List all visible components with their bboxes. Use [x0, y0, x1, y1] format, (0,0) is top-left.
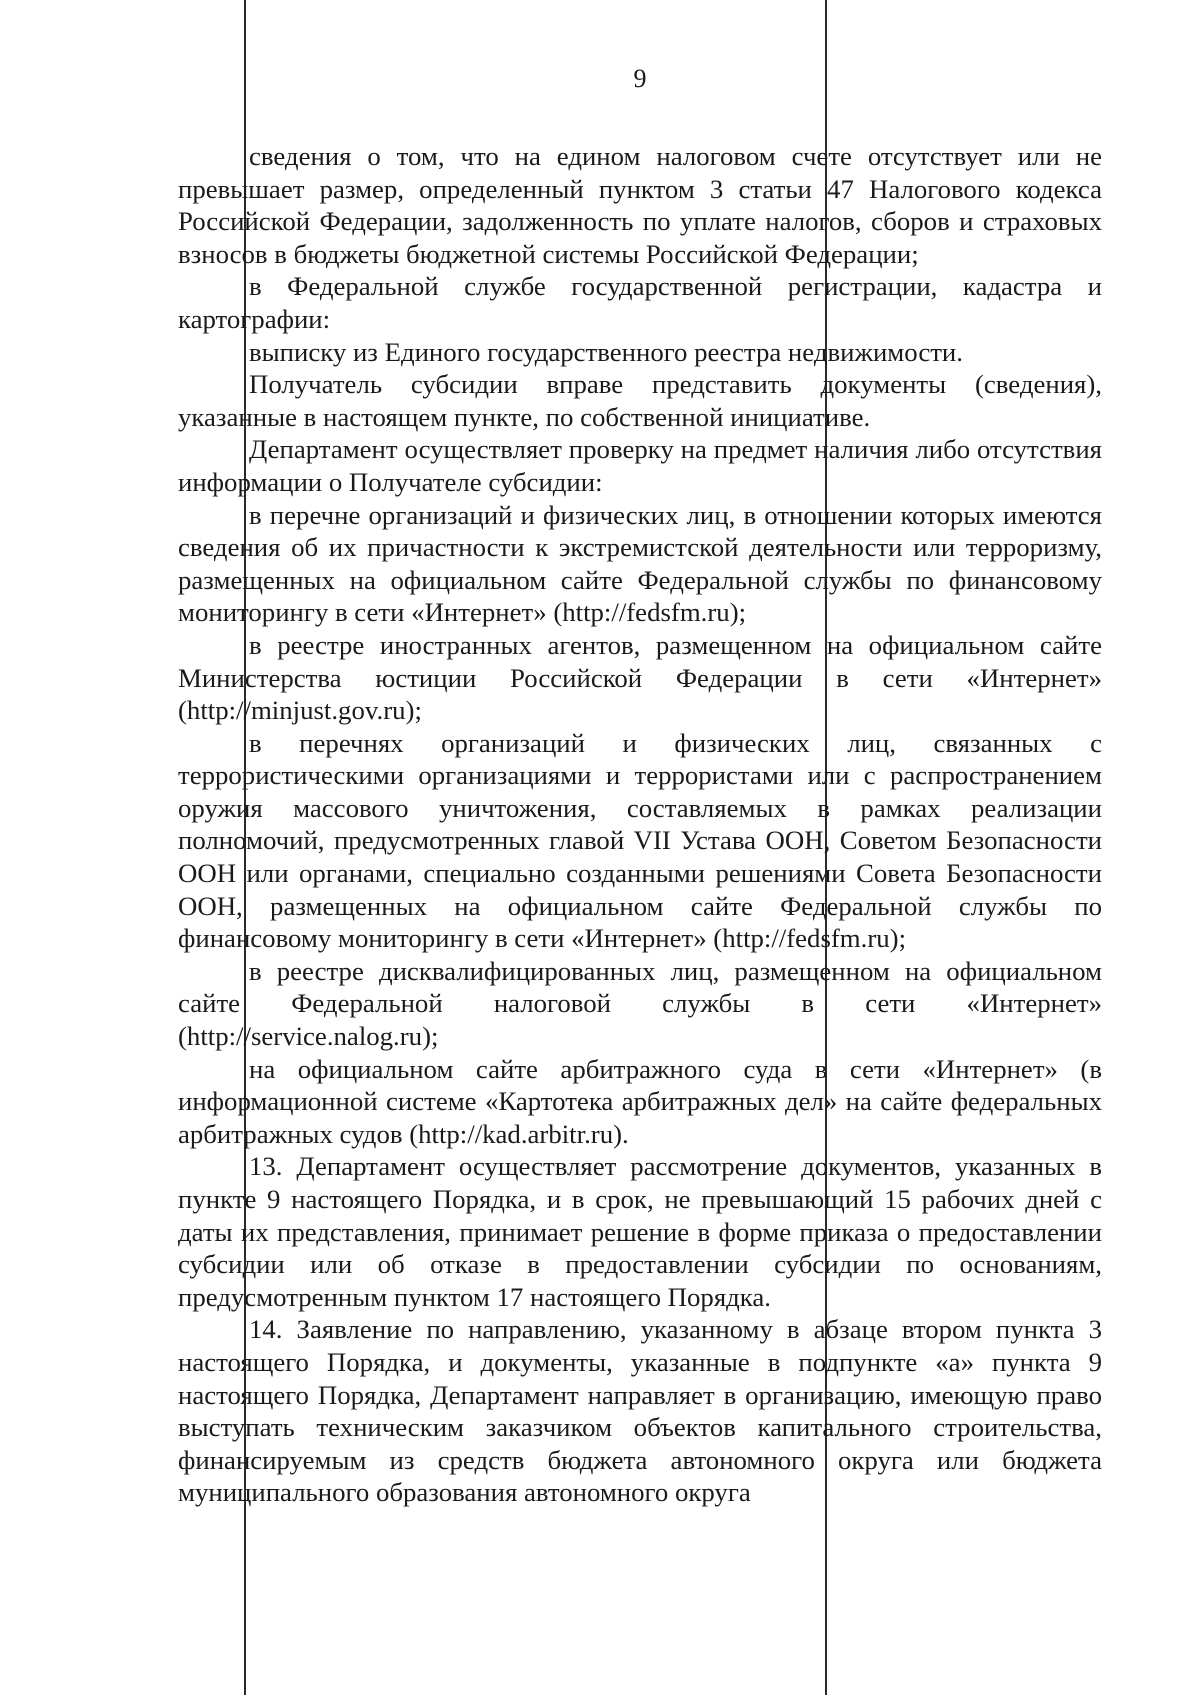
paragraph: в реестре дисквалифицированных лиц, размещенном на официальном сайте Федеральной налоговой службы в сети «Интернет» (http://service.nalog.ru); — [178, 955, 1102, 1052]
paragraph: в перечне организаций и физических лиц, в отношении которых имеются сведения об их причастности к экстремистской деятельности или терроризму, размещенных на официальном сайте Федеральной службы по финансовому мониторингу в сети «Интернет» (http://fedsfm.ru); — [178, 499, 1102, 628]
document-body — [178, 140, 1102, 1509]
paragraph: Получатель субсидии вправе представить документы (сведения), указанные в настоящем пункте, по собственной инициативе. — [178, 369, 1102, 432]
paragraph-item-14: 14. Заявление по направлению, указанному в абзаце втором пункта 3 настоящего Порядка, и документы, указанные в подпункте «а» пункта 9 настоящего Порядка, Департамент направляет в организацию, имеющую право выступать техническим заказчиком объектов капитального строительства, финансируемым из средств бюджета автономного округа или бюджета муниципального образования автономного округа — [178, 1314, 1102, 1508]
paragraph: в перечнях организаций и физических лиц, связанных с террористическими организациями и террористами или с распространением оружия массового уничтожения, составляемых в рамках реализации полномочий, предусмотренных главой VII Устава ООН, Советом Безопасности ООН или органами, специально созданными решениями Совета Безопасности ООН, размещенных на официальном сайте Федеральной службы по финансовому мониторингу в сети «Интернет» (http://fedsfm.ru); — [178, 727, 1102, 954]
paragraph: выписку из Единого государственного реестра недвижимости. — [249, 336, 963, 367]
paragraph: Департамент осуществляет проверку на предмет наличия либо отсутствия информации о Получателе субсидии: — [178, 434, 1102, 497]
page-number: 9 — [633, 64, 647, 93]
paragraph-item-13: 13. Департамент осуществляет рассмотрение документов, указанных в пункте 9 настоящего Порядка, и в срок, не превышающий 15 рабочих дней с даты их представления, принимает решение в форме приказа о предоставлении субсидии или об отказе в предоставлении субсидии по основаниям, предусмотренным пунктом 17 настоящего Порядка. — [178, 1151, 1102, 1312]
paragraph: в реестре иностранных агентов, размещенном на официальном сайте Министерства юстиции Российской Федерации в сети «Интернет» (http://minjust.gov.ru); — [178, 629, 1102, 726]
paragraph: в Федеральной службе государственной регистрации, кадастра и картографии: — [178, 271, 1102, 334]
paragraph: сведения о том, что на едином налоговом счете отсутствует или не превышает размер, определенный пунктом 3 статьи 47 Налогового кодекса Российской Федерации, задолженность по уплате налогов, сборов и страховых взносов в бюджеты бюджетной системы Российской Федерации; — [178, 141, 1102, 269]
paragraph: на официальном сайте арбитражного суда в сети «Интернет» (в информационной системе «Картотека арбитражных дел» на сайте федеральных арбитражных судов (http://kad.arbitr.ru). — [178, 1053, 1102, 1149]
